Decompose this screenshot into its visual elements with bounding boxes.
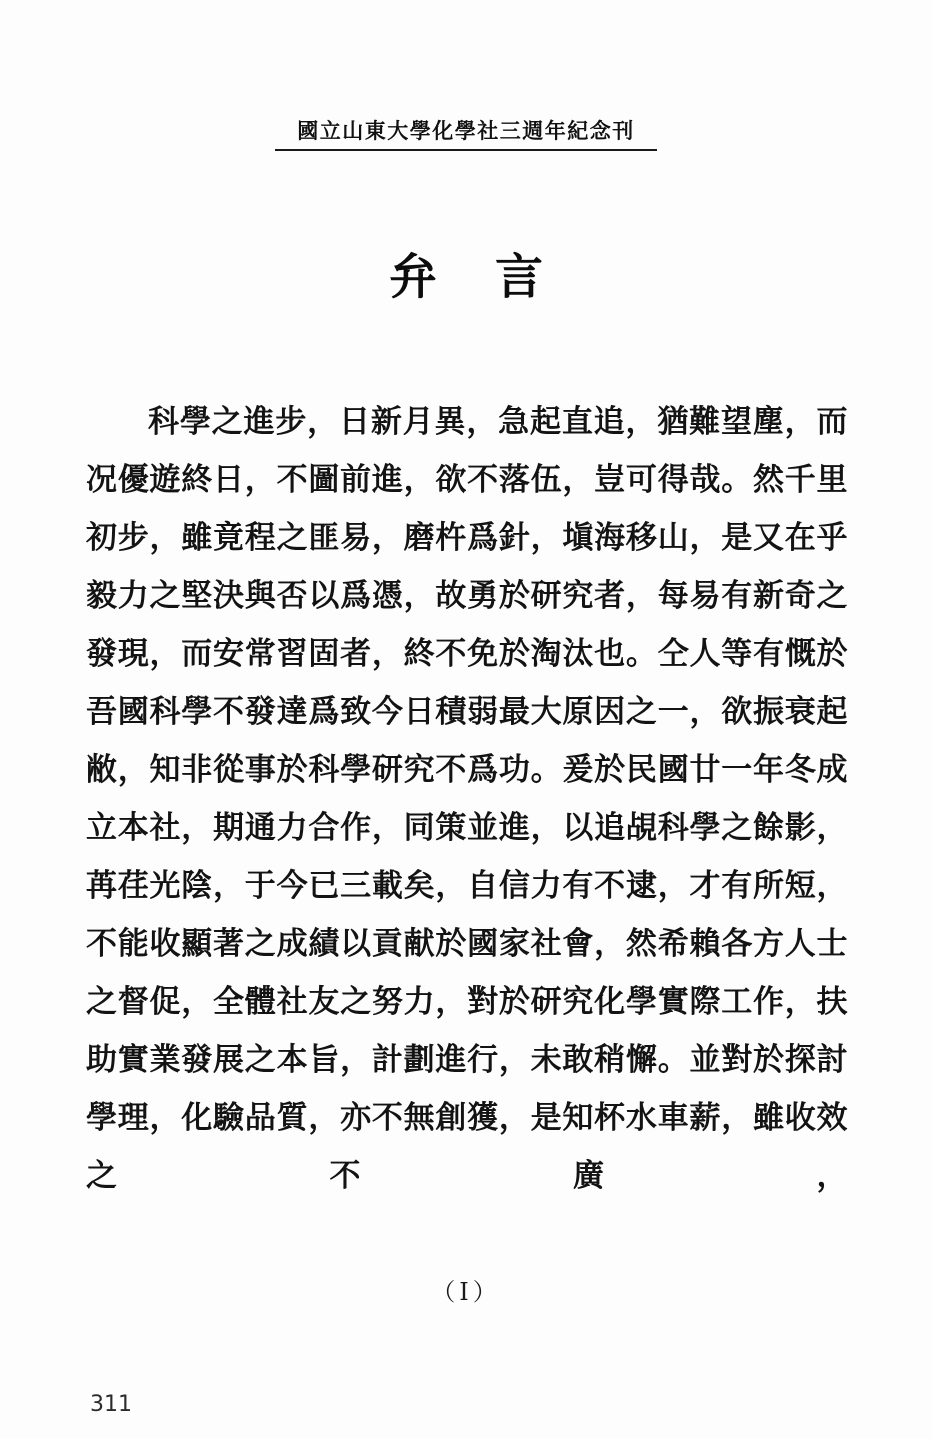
running-header: [0, 118, 932, 151]
sheet-number: 311: [90, 1392, 132, 1417]
folio-number: （Ⅰ）: [431, 1278, 501, 1306]
body-paragraph: 科學之進步，日新月異，急起直追，猶難望塵，而况優遊終日，不圖前進，欲不落伍，豈可得哉。然千里初步，雖竟程之匪易，磨杵爲針，塡海移山，是又在乎毅力之堅決與否以爲憑，故勇於研究者，每易有新奇之發現，而安常習固者，終不免於淘汰也。仝人等有慨於吾國科學不發達爲致今日積弱最大原因之一，欲振衰起敝，知非從事於科學研究不爲功。爰於民國廿一年冬成立本社，期通力合作，同策並進，以追覘科學之餘影，苒荏光陰，于今已三載矣，自信力有不逮，才有所短，不能收顯著之成績以貢献於國家社會，然希賴各方人士之督促，全體社友之努力，對於研究化學實際工作，扶助實業發展之本旨，計劃進行，未敢稍懈。並對於探討學理，化驗品質，亦不無創獲，是知杯水車薪，雖收效之不廣，: [86, 404, 848, 1194]
body-text-block: [86, 362, 848, 1236]
running-header-title: 國立山東大學化學社三週年紀念刊: [297, 118, 635, 143]
page-title: 弁言: [388, 249, 601, 305]
running-header-rule: [275, 118, 657, 151]
